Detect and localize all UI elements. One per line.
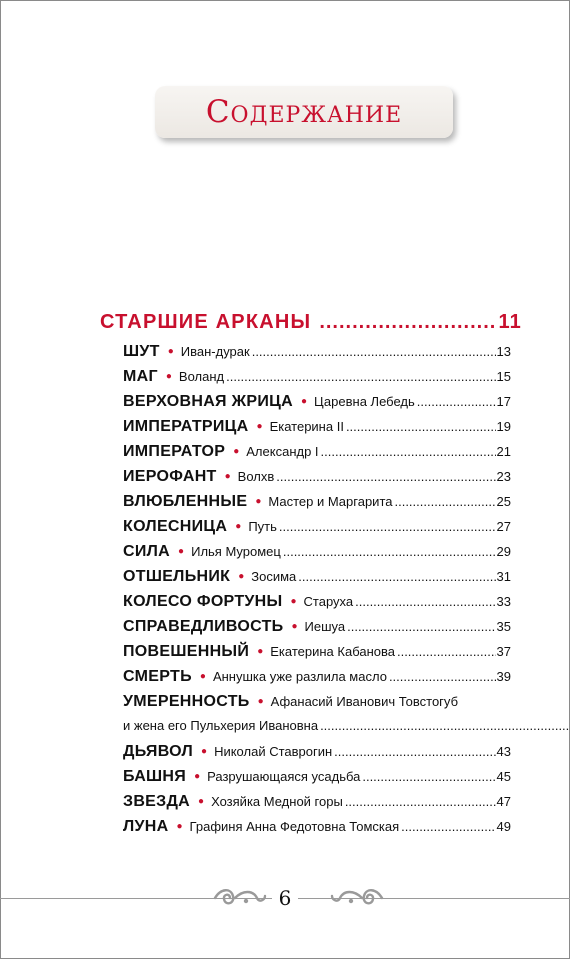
page-number: 25: [496, 494, 511, 509]
arcana-name: КОЛЕСНИЦА: [123, 518, 228, 535]
toc-entry[interactable]: [123, 518, 511, 543]
section-heading[interactable]: [100, 311, 522, 334]
red-dot-icon: ●: [238, 571, 245, 582]
toc-entry[interactable]: [123, 368, 511, 393]
red-dot-icon: ●: [176, 821, 183, 832]
arcana-name: СПРАВЕДЛИВОСТЬ: [123, 618, 284, 635]
leader-dots: [321, 444, 496, 459]
leader-dots: [389, 669, 496, 684]
character-name: Путь: [248, 519, 277, 534]
leader-dots: [276, 469, 495, 484]
arcana-name: СИЛА: [123, 543, 171, 560]
toc-entry[interactable]: [123, 393, 511, 418]
red-dot-icon: ●: [257, 646, 264, 657]
character-name: Аннушка уже разлила масло: [212, 669, 387, 684]
page-number: 27: [496, 519, 511, 534]
arcana-name: СМЕРТЬ: [123, 668, 192, 685]
leader-dots: [417, 394, 496, 409]
toc-entry[interactable]: [123, 343, 511, 368]
page-number: 13: [496, 344, 511, 359]
leader-dots: [252, 344, 496, 359]
page-number: 49: [496, 819, 511, 834]
toc-entry[interactable]: [123, 743, 511, 768]
red-dot-icon: ●: [235, 521, 242, 532]
character-name: Царевна Лебедь: [314, 394, 415, 409]
character-name-continued: и жена его Пульхерия Ивановна: [123, 718, 319, 733]
page-number: 33: [496, 594, 511, 609]
red-dot-icon: ●: [233, 446, 240, 457]
page-number: 19: [496, 419, 511, 434]
page-number: 29: [496, 544, 511, 559]
toc-entry[interactable]: [123, 543, 511, 568]
section-page: 11: [498, 311, 522, 333]
character-name: Зосима: [251, 569, 297, 584]
page-number: 45: [496, 769, 511, 784]
toc-entry-line-2: [123, 718, 570, 743]
leader-dots: [362, 769, 495, 784]
arcana-name: ДЬЯВОЛ: [123, 743, 194, 760]
toc-entry[interactable]: [123, 793, 511, 818]
character-name: Екатерина Кабанова: [270, 644, 395, 659]
leader-dots: [401, 819, 495, 834]
red-dot-icon: ●: [198, 796, 205, 807]
character-name: Афанасий Иванович Товстогуб: [270, 694, 459, 709]
page-number: 23: [496, 469, 511, 484]
arcana-name: ЛУНА: [123, 818, 169, 835]
page-footer: [0, 880, 570, 916]
leader-dots: [394, 494, 495, 509]
arcana-name: ПОВЕШЕННЫЙ: [123, 643, 250, 660]
toc-entry-body: [123, 693, 570, 743]
arcana-name: ВЕРХОВНАЯ ЖРИЦА: [123, 393, 293, 410]
character-name: Волхв: [237, 469, 275, 484]
page-number-plate: [272, 880, 298, 916]
character-name: Мастер и Маргарита: [268, 494, 393, 509]
character-name: Иван-дурак: [180, 344, 250, 359]
red-dot-icon: ●: [178, 546, 185, 557]
toc-entry[interactable]: [123, 568, 511, 593]
red-dot-icon: ●: [257, 696, 264, 707]
toc-entry[interactable]: [123, 468, 511, 493]
page-number: 17: [496, 394, 511, 409]
page-title: Содержание: [205, 94, 403, 130]
red-dot-icon: ●: [290, 596, 297, 607]
arcana-name: ШУТ: [123, 343, 160, 360]
toc-entry[interactable]: [123, 493, 511, 518]
page-number: 39: [496, 669, 511, 684]
toc-entry[interactable]: [123, 818, 511, 843]
character-name: Старуха: [303, 594, 354, 609]
character-name: Иешуа: [304, 619, 346, 634]
title-plate: [155, 86, 453, 138]
page-number: 47: [496, 794, 511, 809]
page-number: 15: [496, 369, 511, 384]
leader-dots: [298, 569, 495, 584]
leader-dots: [334, 744, 495, 759]
toc-entry[interactable]: [123, 643, 511, 668]
red-dot-icon: ●: [167, 346, 174, 357]
page-number: 31: [496, 569, 511, 584]
character-name: Александр I: [246, 444, 319, 459]
character-name: Илья Муромец: [191, 544, 281, 559]
arcana-name: ИЕРОФАНТ: [123, 468, 217, 485]
arcana-name: ЗВЕЗДА: [123, 793, 191, 810]
folio-number: 6: [278, 886, 292, 910]
page-number: 43: [496, 744, 511, 759]
leader-dots: [346, 419, 496, 434]
red-dot-icon: ●: [201, 746, 208, 757]
toc-entry[interactable]: [123, 593, 511, 618]
leader-dots: [279, 519, 496, 534]
arcana-name: УМЕРЕННОСТЬ: [123, 693, 250, 710]
red-dot-icon: ●: [165, 371, 172, 382]
leader-dots: [345, 794, 496, 809]
toc-entry-multiline[interactable]: [123, 693, 511, 743]
table-of-contents: [123, 343, 511, 843]
page-number: 35: [496, 619, 511, 634]
red-dot-icon: ●: [194, 771, 201, 782]
page-number: 37: [496, 644, 511, 659]
flourish-ornament-icon: [213, 886, 267, 910]
leader-dots: [347, 619, 495, 634]
arcana-name: КОЛЕСО ФОРТУНЫ: [123, 593, 283, 610]
red-dot-icon: ●: [300, 396, 308, 407]
character-name: Графиня Анна Федотовна Томская: [189, 819, 400, 834]
leader-dots: [355, 594, 495, 609]
character-name: Разрушающаяся усадьба: [207, 769, 361, 784]
toc-entry[interactable]: [123, 668, 511, 693]
leader-dots: [397, 644, 496, 659]
leader-dots: [283, 544, 496, 559]
character-name: Воланд: [178, 369, 225, 384]
arcana-name: ИМПЕРАТОР: [123, 443, 226, 460]
toc-entry-line-1: [123, 693, 570, 718]
leader-dots: [226, 369, 495, 384]
arcana-name: ОТШЕЛЬНИК: [123, 568, 231, 585]
red-dot-icon: ●: [224, 471, 231, 482]
red-dot-icon: ●: [199, 671, 206, 682]
character-name: Екатерина II: [269, 419, 344, 434]
red-dot-icon: ●: [256, 421, 263, 432]
arcana-name: БАШНЯ: [123, 768, 187, 785]
section-leader-dots: [319, 311, 494, 334]
page-number: 21: [496, 444, 511, 459]
arcana-name: МАГ: [123, 368, 158, 385]
character-name: Николай Ставрогин: [214, 744, 333, 759]
leader-dots: [320, 718, 570, 733]
character-name: Хозяйка Медной горы: [211, 794, 343, 809]
red-dot-icon: ●: [255, 496, 262, 507]
toc-entry[interactable]: [123, 418, 511, 443]
toc-entry[interactable]: [123, 768, 511, 793]
section-title: СТАРШИЕ АРКАНЫ: [100, 311, 312, 333]
red-dot-icon: ●: [291, 621, 298, 632]
arcana-name: ВЛЮБЛЕННЫЕ: [123, 493, 248, 510]
toc-entry[interactable]: [123, 618, 511, 643]
arcana-name: ИМПЕРАТРИЦА: [123, 418, 249, 435]
flourish-ornament-icon: [330, 886, 384, 910]
toc-entry[interactable]: [123, 443, 511, 468]
